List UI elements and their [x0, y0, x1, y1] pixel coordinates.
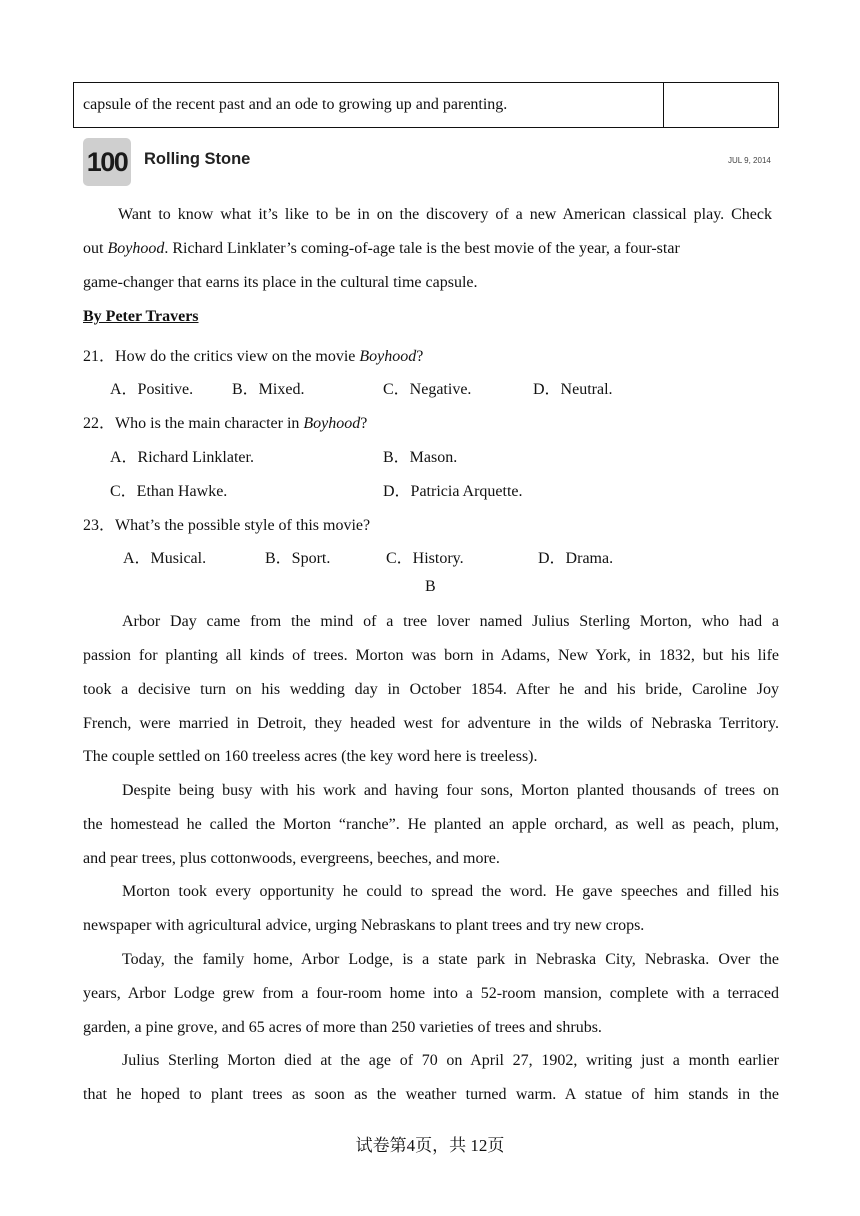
q23-option-a: A．Musical. — [123, 550, 207, 567]
q21-option-a: A．Positive. — [110, 381, 194, 398]
passage-line-13: garden, a pine grove, and 65 acres of more than 250 varieties of trees and shrubs. — [83, 1019, 602, 1036]
q22-option-a: A．Richard Linklater. — [110, 449, 254, 466]
passage-line-4: French, were married in Detroit, they headed west for adventure in the wilds of Nebraska Territory. — [83, 715, 779, 732]
passage-line-8: and pear trees, plus cottonwoods, evergreens, beeches, and more. — [83, 850, 500, 867]
table-cell-text: capsule of the recent past and an ode to growing up and parenting. — [83, 96, 508, 113]
question-22: 22．Who is the main character in Boyhood? — [83, 415, 368, 432]
q22-option-c: C．Ethan Hawke. — [110, 483, 228, 500]
q21-option-b: B．Mixed. — [232, 381, 305, 398]
passage-line-15: that he hoped to plant trees as soon as the weather turned warm. A statue of him stands in the — [83, 1086, 779, 1103]
review-line-1: Want to know what it’s like to be in on the discovery of a new American classical play. Check — [118, 206, 772, 223]
review-line-2: out Boyhood. Richard Linklater’s coming-of-age tale is the best movie of the year, a four-star — [83, 240, 680, 257]
question-23: 23．What’s the possible style of this movie? — [83, 517, 371, 534]
passage-line-12: years, Arbor Lodge grew from a four-room home into a 52-room mansion, complete with a terraced — [83, 985, 779, 1002]
passage-line-11: Today, the family home, Arbor Lodge, is a state park in Nebraska City, Nebraska. Over the — [122, 951, 779, 968]
review-byline: By Peter Travers — [83, 308, 199, 325]
passage-line-1: Arbor Day came from the mind of a tree lover named Julius Sterling Morton, who had a — [122, 613, 779, 630]
passage-line-10: newspaper with agricultural advice, urging Nebraskans to plant trees and try new crops. — [83, 917, 645, 934]
review-date: JUL 9, 2014 — [728, 156, 771, 165]
movie-title: Boyhood — [107, 240, 165, 257]
passage-line-9: Morton took every opportunity he could to spread the word. He gave speeches and filled his — [122, 883, 779, 900]
section-heading-b: B — [425, 578, 436, 595]
review-line-3: game-changer that earns its place in the cultural time capsule. — [83, 274, 478, 291]
passage-line-6: Despite being busy with his work and having four sons, Morton planted thousands of trees on — [122, 782, 779, 799]
question-21: 21．How do the critics view on the movie Boyhood? — [83, 348, 424, 365]
passage-line-3: took a decisive turn on his wedding day in October 1854. After he and his bride, Caroline Joy — [83, 681, 779, 698]
passage-line-7: the homestead he called the Morton “ranche”. He planted an apple orchard, as well as peach, plum, — [83, 816, 779, 833]
review-source: Rolling Stone — [144, 150, 251, 168]
score-badge: 100 — [83, 138, 131, 186]
passage-line-14: Julius Sterling Morton died at the age of 70 on April 27, 1902, writing just a month earlier — [122, 1052, 779, 1069]
q22-option-b: B．Mason. — [383, 449, 458, 466]
q23-option-b: B．Sport. — [265, 550, 331, 567]
answer-table — [73, 82, 779, 128]
page-footer: 试卷第4页，共 12页 — [355, 1136, 505, 1155]
q23-option-c: C．History. — [386, 550, 464, 567]
passage-line-5: The couple settled on 160 treeless acres (the key word here is treeless). — [83, 748, 538, 765]
passage-line-2: passion for planting all kinds of trees. Morton was born in Adams, New York, in 1832, but his life — [83, 647, 779, 664]
q23-option-d: D．Drama. — [538, 550, 614, 567]
q21-option-c: C．Negative. — [383, 381, 472, 398]
q21-option-d: D．Neutral. — [533, 381, 613, 398]
q22-option-d: D．Patricia Arquette. — [383, 483, 523, 500]
table-divider — [663, 83, 664, 127]
